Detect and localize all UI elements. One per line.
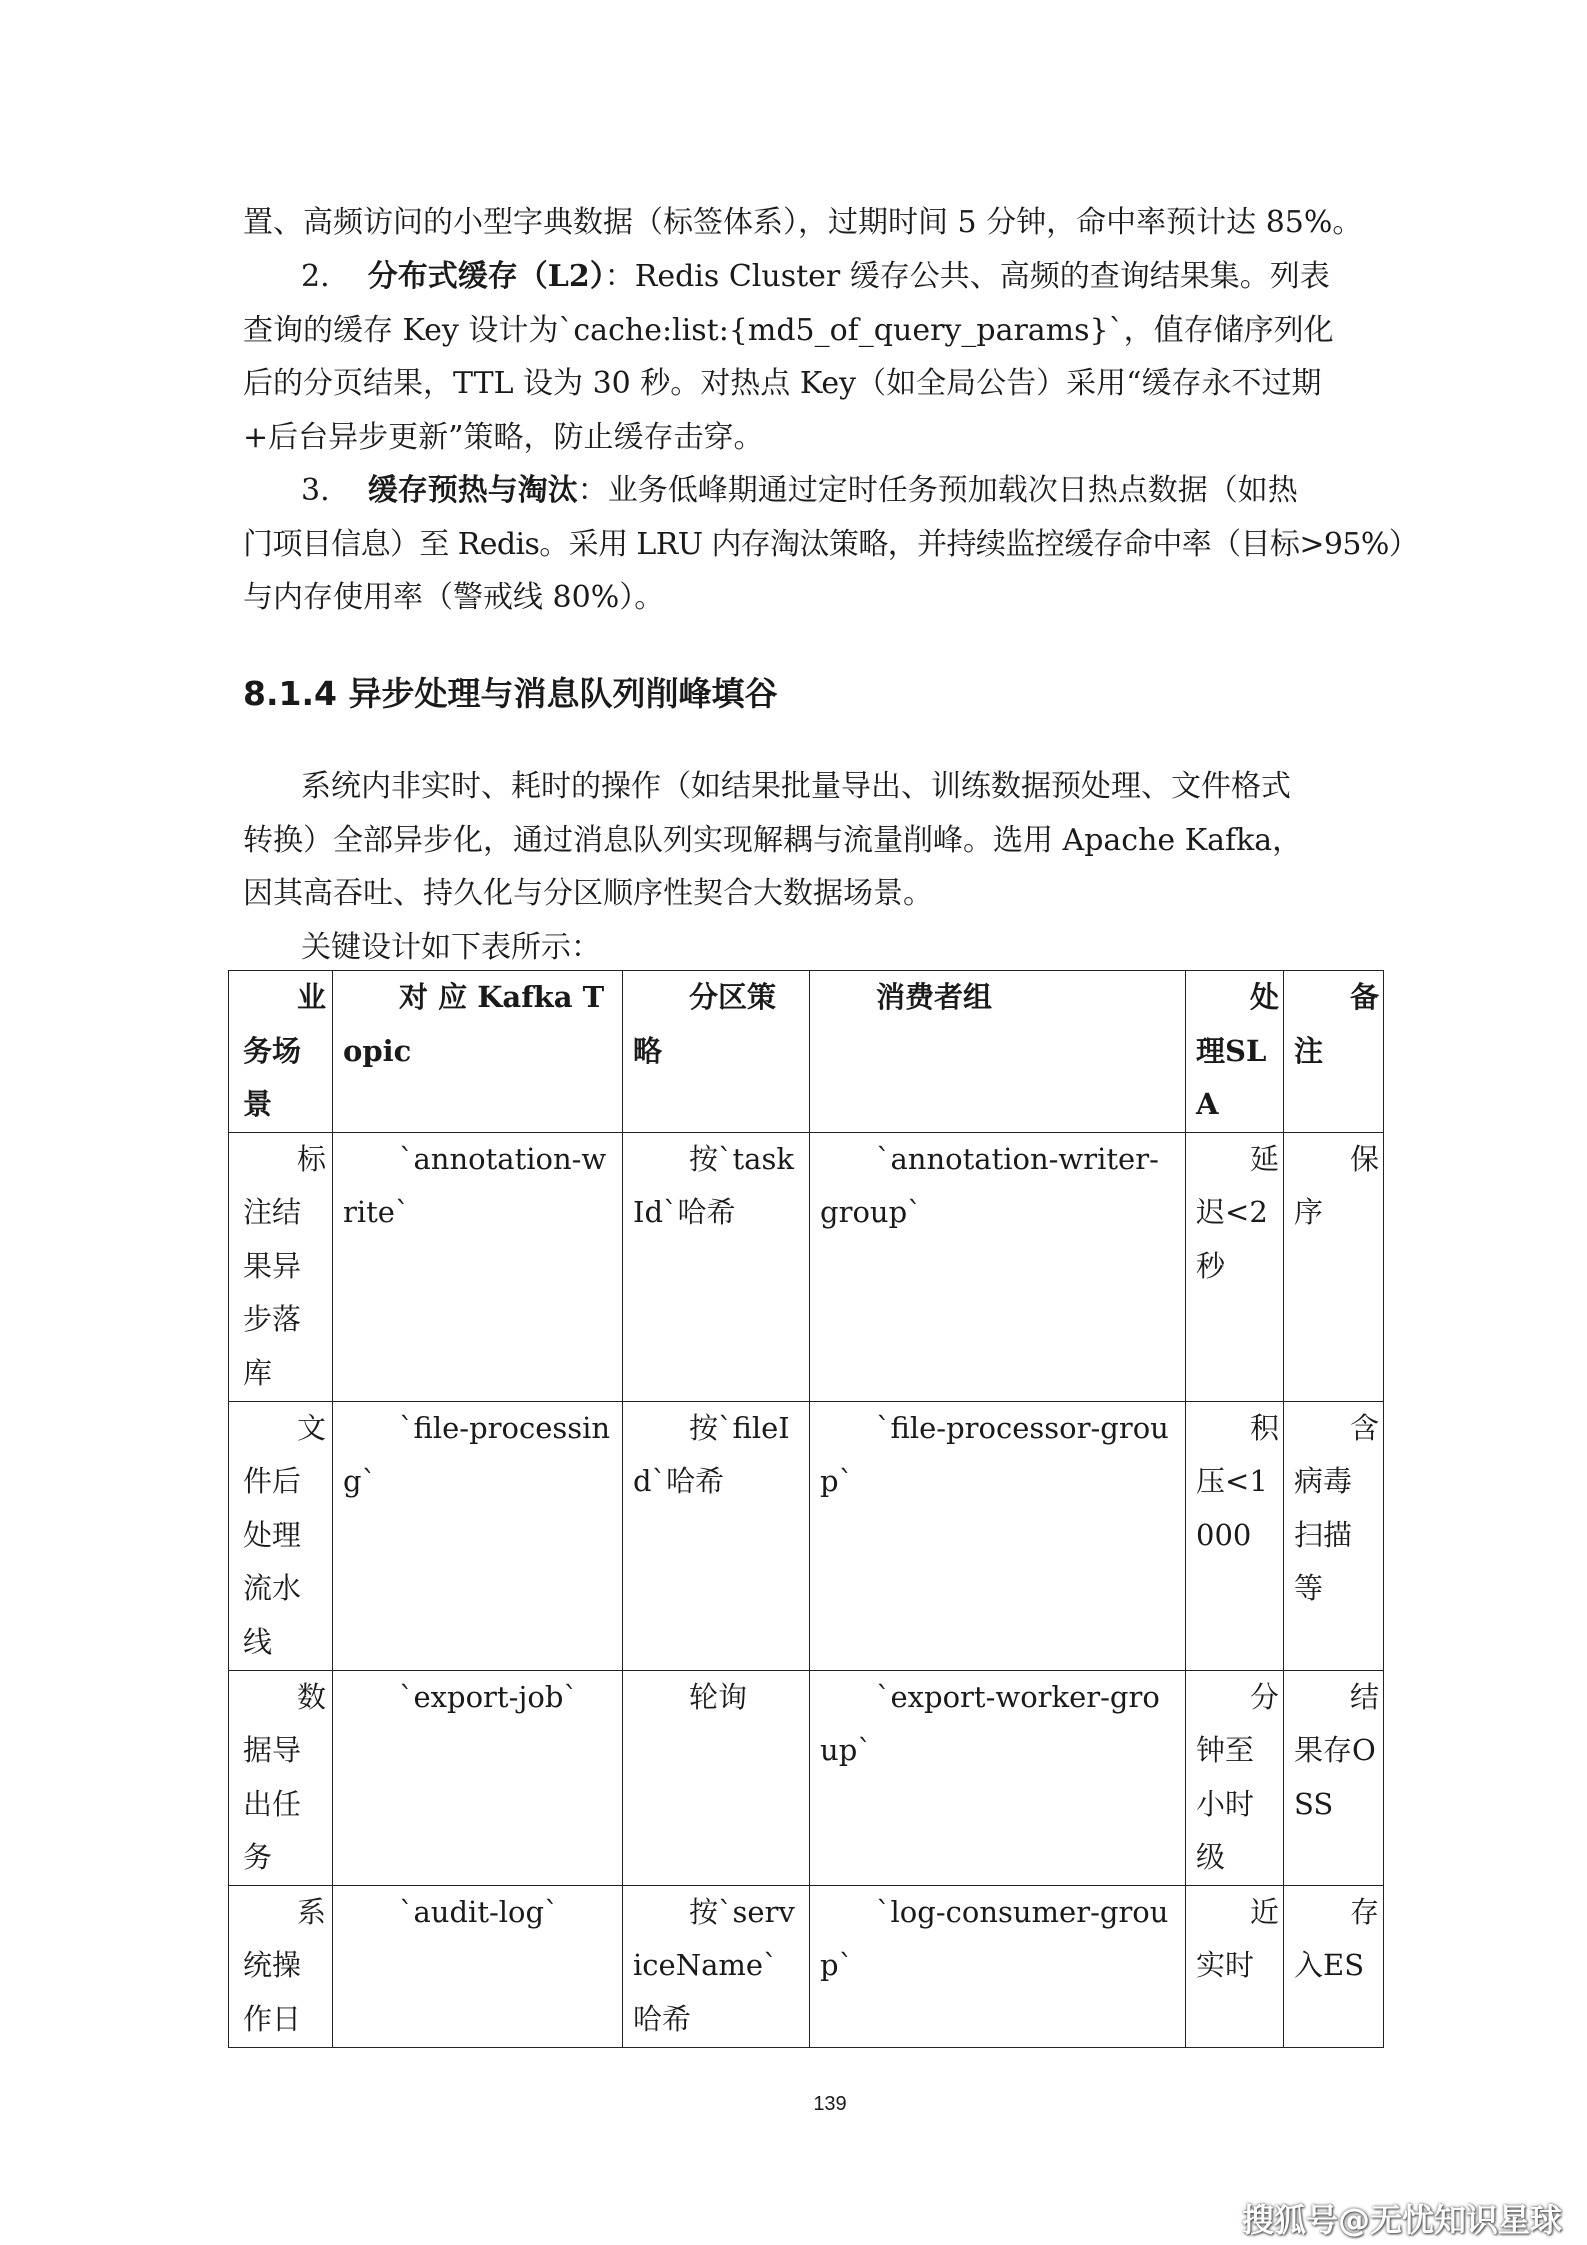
table-cell: 按`fileId`哈希: [623, 1401, 810, 1670]
table-intro-line: 关键设计如下表所示：: [301, 929, 601, 965]
table-cell: 延迟<2秒: [1186, 1132, 1284, 1401]
list-item-2: [243, 250, 1355, 464]
table-cell: `annotation-write`: [333, 1132, 623, 1401]
list-item-title: 缓存预热与淘汰: [367, 473, 578, 508]
body-line: 因其高吞吐、持久化与分区顺序性契合大数据场景。: [243, 876, 933, 911]
list-item-3-first-line: [243, 464, 1355, 518]
body-line: 转换）全部异步化，通过消息队列实现解耦与流量削峰。选用 Apache Kafka，: [243, 822, 1303, 858]
list-item-title: 分布式缓存（L2）: [367, 259, 605, 294]
header-cell: 消费者组: [810, 971, 1186, 1133]
table-row: [229, 1132, 1384, 1401]
table-row: [229, 1885, 1384, 2047]
list-item-2-first-line: [243, 250, 1355, 304]
table-cell: 按`taskId`哈希: [623, 1132, 810, 1401]
table-cell: 数据导出任务: [229, 1670, 333, 1885]
list-item-3-line: 门项目信息）至 Redis。采用 LRU 内存淘汰策略，并持续监控缓存命中率（目标>95%）: [243, 526, 1419, 562]
table-cell: 按`serviceName`哈希: [623, 1885, 810, 2047]
table-cell: 分钟至小时级: [1186, 1670, 1284, 1885]
table-cell: `export-job`: [333, 1670, 623, 1885]
table-cell: 文件后处理流水线: [229, 1401, 333, 1670]
body-paragraph: [243, 760, 1355, 974]
intro-line: 置、高频访问的小型字典数据（标签体系），过期时间 5 分钟，命中率预计达 85%。: [243, 205, 1363, 240]
header-cell: 业务场景: [229, 971, 333, 1133]
table-cell: `export-worker-group`: [810, 1670, 1186, 1885]
list-item-2-line: 后的分页结果，TTL 设为 30 秒。对热点 Key（如全局公告）采用“缓存永不过期: [243, 366, 1322, 401]
header-cell: 处理SLA: [1186, 971, 1284, 1133]
list-number: 2.: [301, 259, 330, 294]
list-item-3-line: 与内存使用率（警戒线 80%）。: [243, 580, 665, 615]
table-cell: 系统操作日: [229, 1885, 333, 2047]
header-cell: 对 应 Kafka Topic: [333, 971, 623, 1133]
table-header-row: [229, 971, 1384, 1133]
body-line: 系统内非实时、耗时的操作（如结果批量导出、训练数据预处理、文件格式: [301, 769, 1291, 804]
table-cell: `file-processing`: [333, 1401, 623, 1670]
table-cell: `log-consumer-group`: [810, 1885, 1186, 2047]
intro-paragraph: [243, 196, 1363, 250]
list-item-3: [243, 464, 1419, 625]
table-row: [229, 1401, 1384, 1670]
header-cell: 分区策略: [623, 971, 810, 1133]
table-cell: 积压<1000: [1186, 1401, 1284, 1670]
table-row: [229, 1670, 1384, 1885]
table-cell: 存入ES: [1284, 1885, 1384, 2047]
table-cell: `annotation-writer-group`: [810, 1132, 1186, 1401]
page-number: 139: [813, 2093, 847, 2115]
list-item-2-line: +后台异步更新”策略，防止缓存击穿。: [243, 419, 764, 455]
table-cell: 保序: [1284, 1132, 1384, 1401]
table-cell: `audit-log`: [333, 1885, 623, 2047]
table-cell: 结果存OSS: [1284, 1670, 1384, 1885]
table-cell: 含病毒扫描等: [1284, 1401, 1384, 1670]
list-item-text: ：Redis Cluster 缓存公共、高频的查询结果集。列表: [604, 259, 1330, 294]
list-item-2-line: 查询的缓存 Key 设计为`cache:list:{md5_of_query_params}`，值存储序列化: [243, 312, 1334, 348]
table-cell: `file-processor-group`: [810, 1401, 1186, 1670]
watermark-text: 搜狐号@无忧知识星球: [1241, 2201, 1562, 2239]
section-heading: 8.1.4 异步处理与消息队列削峰填谷: [243, 674, 778, 713]
header-cell: 备注: [1284, 971, 1384, 1133]
table-cell: 轮询: [623, 1670, 810, 1885]
table-cell: 标注结果异步落库: [229, 1132, 333, 1401]
list-number: 3.: [301, 473, 330, 508]
kafka-design-table: [228, 970, 1384, 2048]
list-item-text: ：业务低峰期通过定时任务预加载次日热点数据（如热: [577, 473, 1298, 508]
table-cell: 近实时: [1186, 1885, 1284, 2047]
